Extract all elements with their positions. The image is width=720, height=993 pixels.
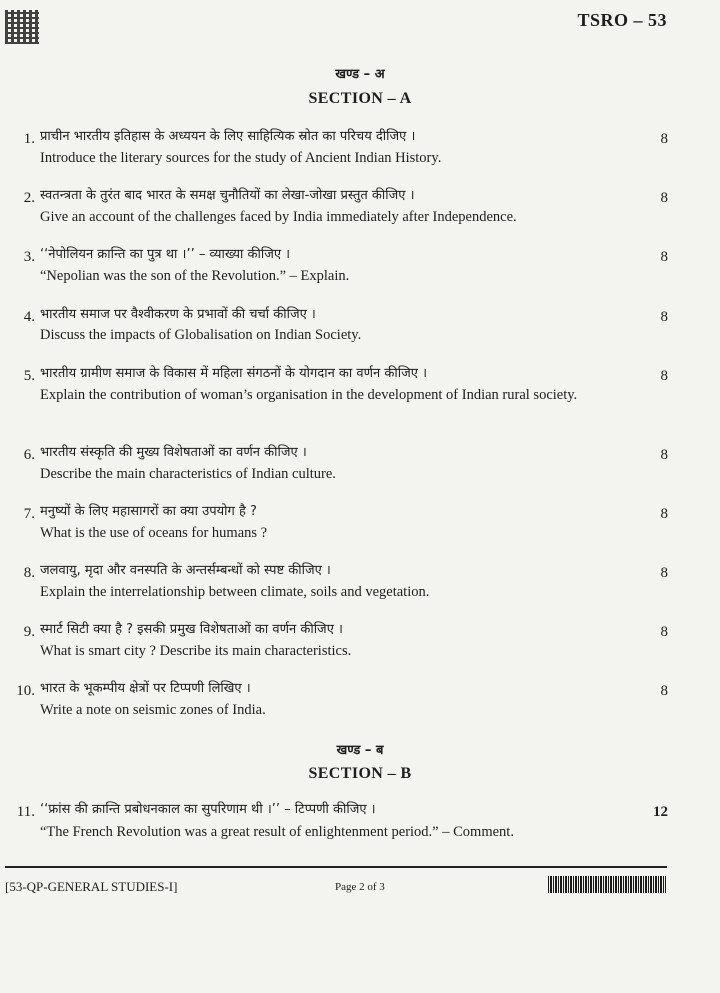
section-a-hindi-heading: खण्ड – अ <box>335 67 385 82</box>
question-hindi: ‘‘नेपोलियन क्रान्ति का पुत्र था ।’’ – व्याख्या कीजिए । <box>40 247 291 262</box>
question-marks: 8 <box>660 131 668 147</box>
question-english: What is smart city ? Describe its main characteristics. <box>40 643 352 659</box>
question-hindi: ‘‘फ्रांस की क्रान्ति प्रबोधनकाल का सुपरिणाम थी ।’’ – टिप्पणी कीजिए । <box>40 802 376 817</box>
question-english: Discuss the impacts of Globalisation on Indian Society. <box>40 327 362 343</box>
question-marks: 12 <box>653 804 668 820</box>
question-marks: 8 <box>660 624 668 640</box>
question-marks: 8 <box>660 368 668 384</box>
question-hindi: भारतीय समाज पर वैश्वीकरण के प्रभावों की चर्चा कीजिए । <box>40 307 316 322</box>
qr-code <box>5 10 39 44</box>
question-number: 7. <box>23 506 35 522</box>
section-b-heading: SECTION – B <box>308 765 412 782</box>
question-number: 3. <box>23 249 35 265</box>
question-hindi: भारतीय ग्रामीण समाज के विकास में महिला संगठनों के योगदान का वर्णन कीजिए । <box>40 366 428 381</box>
question-number: 10. <box>16 683 35 699</box>
question-number: 1. <box>23 131 35 147</box>
paper-code: TSRO – 53 <box>577 10 667 30</box>
question-number: 2. <box>23 190 35 206</box>
question-english: Write a note on seismic zones of India. <box>40 702 266 718</box>
question-english: Explain the interrelationship between climate, soils and vegetation. <box>40 584 430 600</box>
question-hindi: स्मार्ट सिटी क्या है ? इसकी प्रमुख विशेषताओं का वर्णन कीजिए । <box>40 622 343 637</box>
question-marks: 8 <box>660 190 668 206</box>
barcode <box>548 876 666 893</box>
question-english: Explain the contribution of woman’s organisation in the development of Indian rural society. <box>40 387 578 403</box>
paper-title-footer: [53-QP-GENERAL STUDIES-I] <box>5 879 178 894</box>
section-a-heading: SECTION – A <box>308 90 412 107</box>
question-marks: 8 <box>660 565 668 581</box>
question-number: 5. <box>23 368 35 384</box>
question-number: 11. <box>16 804 35 820</box>
question-number: 9. <box>23 624 35 640</box>
question-hindi: स्वतन्त्रता के तुरंत बाद भारत के समक्ष चुनौतियों का लेखा-जोखा प्रस्तुत कीजिए । <box>40 188 415 203</box>
question-hindi: मनुष्यों के लिए महासागरों का क्या उपयोग है ? <box>40 504 257 519</box>
question-english: Introduce the literary sources for the study of Ancient Indian History. <box>40 150 442 166</box>
question-hindi: जलवायु, मृदा और वनस्पति के अन्तर्सम्बन्धों को स्पष्ट कीजिए । <box>40 563 331 578</box>
question-english: What is the use of oceans for humans ? <box>40 525 268 541</box>
question-marks: 8 <box>660 249 668 265</box>
question-english: Give an account of the challenges faced by India immediately after Independence. <box>40 209 517 225</box>
question-number: 4. <box>23 309 35 325</box>
section-b-hindi-heading: खण्ड – ब <box>336 743 384 758</box>
question-number: 6. <box>23 447 35 463</box>
footer-divider <box>5 866 667 868</box>
question-english: “The French Revolution was a great result of enlightenment period.” – Comment. <box>40 824 514 840</box>
question-marks: 8 <box>660 683 668 699</box>
question-english: “Nepolian was the son of the Revolution.” – Explain. <box>40 268 350 284</box>
question-marks: 8 <box>660 447 668 463</box>
page-number: Page 2 of 3 <box>335 881 385 893</box>
question-hindi: प्राचीन भारतीय इतिहास के अध्ययन के लिए साहित्यिक स्रोत का परिचय दीजिए । <box>40 129 416 144</box>
question-hindi: भारतीय संस्कृति की मुख्य विशेषताओं का वर्णन कीजिए । <box>40 445 307 460</box>
question-english: Describe the main characteristics of Indian culture. <box>40 466 336 482</box>
question-marks: 8 <box>660 506 668 522</box>
question-marks: 8 <box>660 309 668 325</box>
question-hindi: भारत के भूकम्पीय क्षेत्रों पर टिप्पणी लिखिए । <box>40 681 251 696</box>
question-number: 8. <box>23 565 35 581</box>
